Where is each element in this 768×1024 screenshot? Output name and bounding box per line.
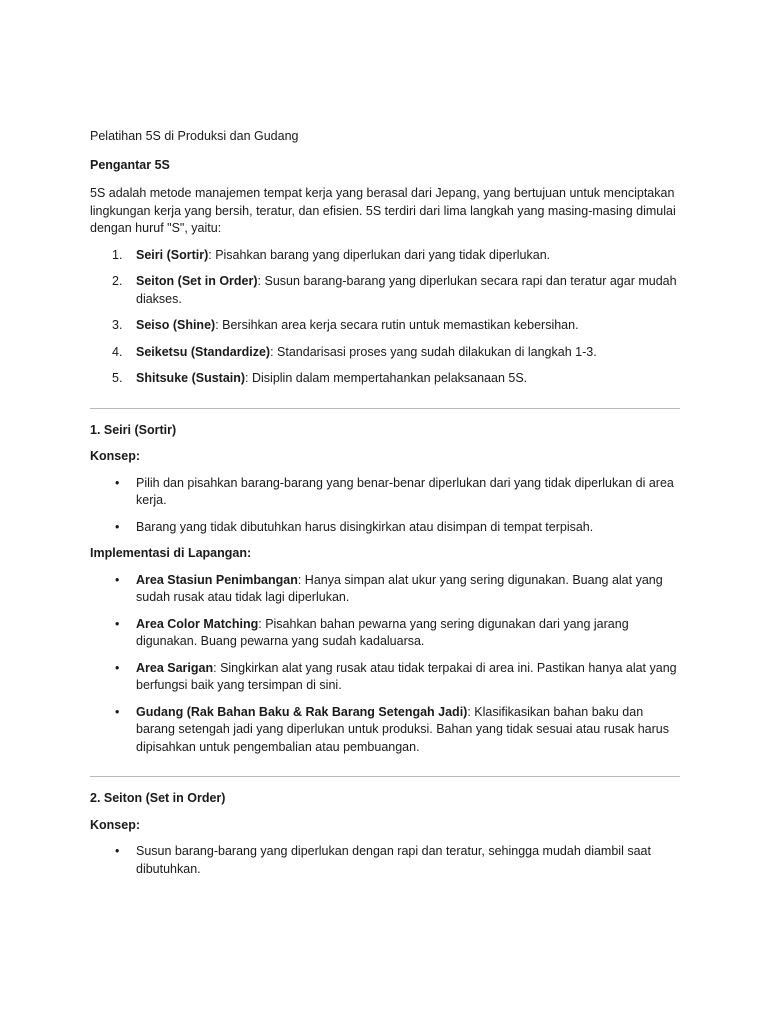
area-description: : Singkirkan alat yang rusak atau tidak terpakai di area ini. Pastikan hanya alat yang berfungsi baik yang tersimpan di sini. bbox=[136, 660, 677, 692]
list-item bbox=[90, 370, 680, 388]
step-description: : Susun barang-barang yang diperlukan secara rapi dan teratur agar mudah diakses. bbox=[136, 274, 677, 306]
list-item bbox=[90, 519, 680, 537]
section-divider bbox=[90, 408, 680, 409]
step-description: : Standarisasi proses yang sudah dilakukan di langkah 1-3. bbox=[270, 344, 597, 359]
step-description: : Pisahkan barang yang diperlukan dari yang tidak diperlukan. bbox=[208, 247, 551, 262]
implementasi-label: Implementasi di Lapangan: bbox=[90, 546, 252, 560]
list-number: 4. bbox=[112, 344, 123, 359]
document-body bbox=[90, 128, 680, 878]
list-item bbox=[90, 273, 680, 308]
area-description: : Klasifikasikan bahan baku dan barang setengah jadi yang diperlukan untuk produksi. Bahan yang tidak sesuai atau rusak harus dipisahkan untuk pengembalian atau pembuangan. bbox=[136, 704, 669, 754]
konsep-label: Konsep: bbox=[90, 449, 140, 463]
bullet-icon: • bbox=[115, 844, 120, 858]
area-term: Area Color Matching bbox=[136, 616, 259, 631]
list-item bbox=[90, 843, 680, 878]
list-item bbox=[90, 247, 680, 265]
list-item bbox=[90, 660, 680, 695]
seiri-implementasi-list bbox=[90, 572, 680, 757]
intro-paragraph: 5S adalah metode manajemen tempat kerja yang berasal dari Jepang, yang bertujuan untuk menciptakan lingkungan kerja yang bersih, teratur, dan efisien. 5S terdiri dari lima langkah yang masing-masing dimulai dengan huruf "S", yaitu: bbox=[90, 186, 676, 235]
list-item bbox=[90, 317, 680, 335]
seiton-konsep-list bbox=[90, 843, 680, 878]
bullet-icon: • bbox=[115, 572, 120, 587]
list-number: 2. bbox=[112, 274, 123, 288]
bullet-icon: • bbox=[115, 704, 120, 719]
step-term: Seiketsu (Standardize) bbox=[136, 344, 271, 359]
bullet-icon: • bbox=[115, 660, 120, 675]
list-item bbox=[90, 572, 680, 607]
area-term: Area Sarigan bbox=[136, 660, 214, 675]
area-description: : Hanya simpan alat ukur yang sering digunakan. Buang alat yang sudah rusak atau tidak lagi diperlukan. bbox=[136, 572, 663, 604]
section-heading-seiri: 1. Seiri (Sortir) bbox=[90, 422, 177, 437]
bullet-icon: • bbox=[115, 475, 120, 490]
section-heading-seiton: 2. Seiton (Set in Order) bbox=[90, 791, 226, 805]
section-divider bbox=[90, 776, 680, 777]
area-term: Area Stasiun Penimbangan bbox=[136, 572, 298, 587]
seiri-konsep-list bbox=[90, 475, 680, 537]
five-s-steps-list bbox=[90, 247, 680, 388]
list-item-text: Pilih dan pisahkan barang-barang yang benar-benar diperlukan dari yang tidak diperlukan di area kerja. bbox=[136, 475, 674, 507]
step-description: : Bersihkan area kerja secara rutin untuk memastikan kebersihan. bbox=[215, 318, 579, 332]
list-item-text: Susun barang-barang yang diperlukan dengan rapi dan teratur, sehingga mudah diambil saat dibutuhkan. bbox=[136, 844, 651, 876]
list-number: 5. bbox=[112, 371, 123, 385]
list-item bbox=[90, 344, 680, 362]
list-item bbox=[90, 704, 680, 757]
list-item-text: Barang yang tidak dibutuhkan harus disingkirkan atau disimpan di tempat terpisah. bbox=[136, 519, 594, 534]
list-item bbox=[90, 475, 680, 510]
step-term: Seiri (Sortir) bbox=[136, 247, 209, 262]
document-title: Pelatihan 5S di Produksi dan Gudang bbox=[90, 129, 299, 143]
intro-heading: Pengantar 5S bbox=[90, 157, 170, 172]
area-description: : Pisahkan bahan pewarna yang sering digunakan dari yang jarang digunakan. Buang pewarna yang sudah kadaluarsa. bbox=[136, 616, 629, 648]
step-term: Seiso (Shine) bbox=[136, 318, 216, 332]
step-description: : Disiplin dalam mempertahankan pelaksanaan 5S. bbox=[245, 371, 528, 385]
bullet-icon: • bbox=[115, 616, 120, 631]
area-term: Gudang (Rak Bahan Baku & Rak Barang Setengah Jadi) bbox=[136, 704, 468, 719]
list-item bbox=[90, 616, 680, 651]
step-term: Shitsuke (Sustain) bbox=[136, 371, 246, 385]
konsep-label: Konsep: bbox=[90, 817, 140, 832]
list-number: 1. bbox=[112, 247, 123, 262]
step-term: Seiton (Set in Order) bbox=[136, 274, 258, 288]
list-number: 3. bbox=[112, 318, 123, 332]
bullet-icon: • bbox=[115, 519, 120, 534]
